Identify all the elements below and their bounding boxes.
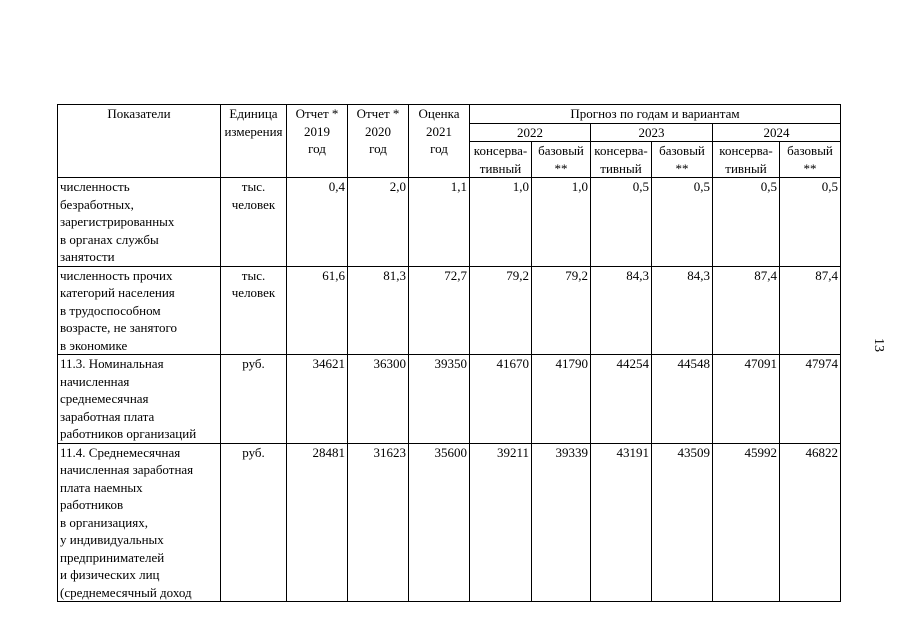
row-indicator-name: численность безработных, зарегистрированных в органах службы занятости [58, 178, 221, 267]
row-unit: руб. [221, 355, 287, 444]
cell-2020: 81,3 [348, 266, 409, 355]
header-variant-conservative: консерва- тивный [591, 142, 652, 178]
cell-2024-conservative: 45992 [713, 443, 780, 602]
table-row [58, 178, 841, 267]
cell-2024-base: 0,5 [780, 178, 841, 267]
cell-2021: 1,1 [409, 178, 470, 267]
cell-2022-base: 39339 [532, 443, 591, 602]
header-year-2022: 2022 [470, 123, 591, 142]
header-unit: Единица измерения [221, 105, 287, 178]
cell-2024-conservative: 0,5 [713, 178, 780, 267]
row-unit: тыс. человек [221, 178, 287, 267]
header-report-2020: Отчет * 2020 год [348, 105, 409, 178]
header-year-2024: 2024 [713, 123, 841, 142]
header-variant-base: базовый ** [780, 142, 841, 178]
cell-2019: 61,6 [287, 266, 348, 355]
cell-2020: 31623 [348, 443, 409, 602]
cell-2023-conservative: 44254 [591, 355, 652, 444]
cell-2019: 0,4 [287, 178, 348, 267]
cell-2022-conservative: 39211 [470, 443, 532, 602]
header-indicators: Показатели [58, 105, 221, 178]
cell-2023-base: 43509 [652, 443, 713, 602]
cell-2024-base: 87,4 [780, 266, 841, 355]
header-variant-base: базовый ** [652, 142, 713, 178]
page-number: 13 [871, 338, 886, 352]
cell-2023-conservative: 0,5 [591, 178, 652, 267]
cell-2020: 36300 [348, 355, 409, 444]
header-report-2019: Отчет * 2019 год [287, 105, 348, 178]
cell-2021: 72,7 [409, 266, 470, 355]
header-variant-conservative: консерва- тивный [713, 142, 780, 178]
header-estimate-2021: Оценка 2021 год [409, 105, 470, 178]
cell-2022-conservative: 41670 [470, 355, 532, 444]
cell-2021: 39350 [409, 355, 470, 444]
table-row [58, 355, 841, 444]
cell-2021: 35600 [409, 443, 470, 602]
forecast-table [57, 104, 841, 602]
row-unit: тыс. человек [221, 266, 287, 355]
cell-2022-base: 1,0 [532, 178, 591, 267]
cell-2022-base: 79,2 [532, 266, 591, 355]
row-indicator-name: 11.3. Номинальная начисленная среднемесячная заработная плата работников организаций [58, 355, 221, 444]
cell-2024-conservative: 87,4 [713, 266, 780, 355]
header-variant-base: базовый ** [532, 142, 591, 178]
row-unit: руб. [221, 443, 287, 602]
header-forecast: Прогноз по годам и вариантам [470, 105, 841, 124]
cell-2024-base: 47974 [780, 355, 841, 444]
cell-2023-conservative: 84,3 [591, 266, 652, 355]
row-indicator-name: 11.4. Среднемесячная начисленная заработная плата наемных работников в организациях, у индивидуальных предпринимателей и физических лиц (среднемесячный доход [58, 443, 221, 602]
cell-2023-base: 0,5 [652, 178, 713, 267]
cell-2023-conservative: 43191 [591, 443, 652, 602]
table-row [58, 443, 841, 602]
cell-2024-base: 46822 [780, 443, 841, 602]
header-year-2023: 2023 [591, 123, 713, 142]
row-indicator-name: численность прочих категорий населения в трудоспособном возрасте, не занятого в экономике [58, 266, 221, 355]
cell-2020: 2,0 [348, 178, 409, 267]
cell-2022-conservative: 79,2 [470, 266, 532, 355]
cell-2019: 34621 [287, 355, 348, 444]
cell-2019: 28481 [287, 443, 348, 602]
cell-2023-base: 44548 [652, 355, 713, 444]
cell-2022-base: 41790 [532, 355, 591, 444]
header-variant-conservative: консерва- тивный [470, 142, 532, 178]
cell-2024-conservative: 47091 [713, 355, 780, 444]
cell-2023-base: 84,3 [652, 266, 713, 355]
table-row [58, 266, 841, 355]
cell-2022-conservative: 1,0 [470, 178, 532, 267]
